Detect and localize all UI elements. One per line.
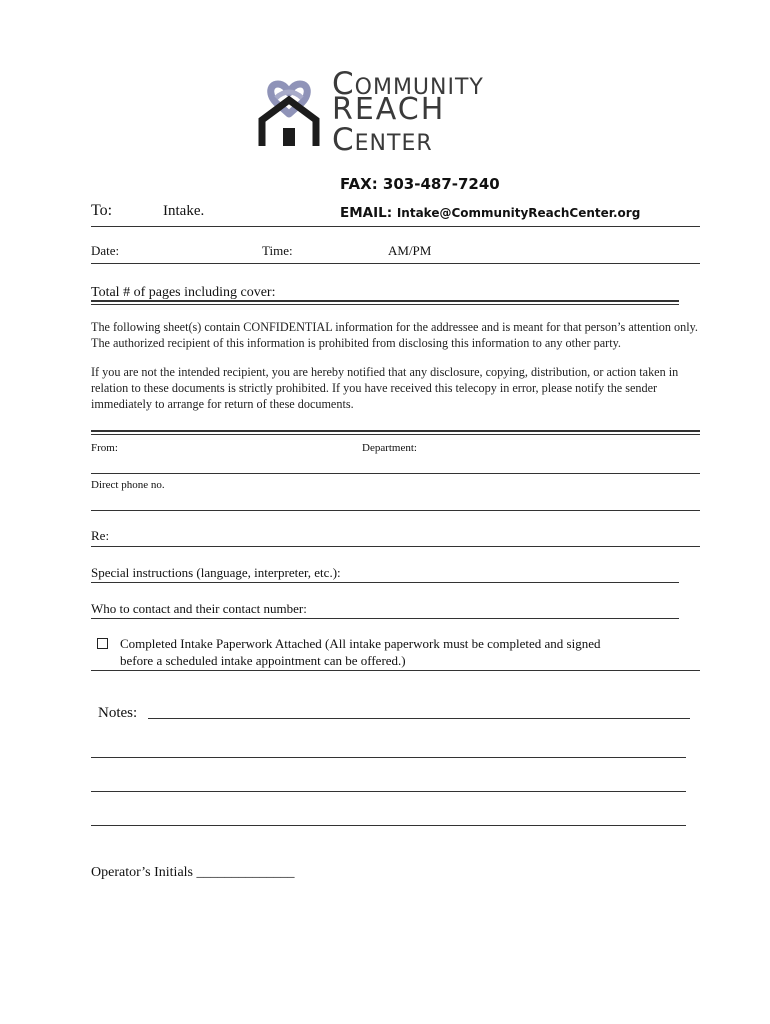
special-instructions-label: Special instructions (language, interpreter, etc.): bbox=[91, 565, 341, 580]
logo-word-community: COMMUNITY bbox=[332, 66, 484, 102]
phone-underline bbox=[91, 510, 700, 511]
confidential-paragraph-2: If you are not the intended recipient, you are hereby notified that any disclosure, copying, distribution, or action taken in relation to these documents is strictly prohibited. If you have received this telecopy in error, please notify the sender immediately to arrange for return of these documents. bbox=[91, 365, 679, 411]
department-label: Department: bbox=[362, 442, 417, 454]
date-label: Date: bbox=[91, 243, 120, 258]
date-underline bbox=[91, 263, 700, 264]
notes-line-3 bbox=[91, 791, 686, 792]
checkbox-label-line-2: before a scheduled intake appointment can be offered.) bbox=[120, 653, 406, 668]
notes-line-1 bbox=[148, 718, 690, 719]
ampm-label: AM/PM bbox=[388, 243, 432, 258]
checkbox-label-line-1: Completed Intake Paperwork Attached (All intake paperwork must be completed and signed bbox=[120, 636, 601, 651]
section-divider-2 bbox=[91, 430, 700, 435]
notes-line-2 bbox=[91, 757, 686, 758]
operator-initials-label: Operator’s Initials bbox=[91, 865, 193, 880]
to-underline bbox=[91, 226, 700, 227]
total-pages-label: Total # of pages including cover: bbox=[91, 285, 276, 300]
section-divider-1 bbox=[91, 300, 679, 305]
operator-initials bbox=[91, 865, 295, 881]
re-underline bbox=[91, 546, 700, 547]
re-label: Re: bbox=[91, 528, 110, 543]
confidential-paragraph-1: The following sheet(s) contain CONFIDENTIAL information for the addressee and is meant for that person’s attention only. The authorized recipient of this information is prohibited from disclosing this information to any other party. bbox=[91, 320, 698, 350]
logo bbox=[256, 66, 526, 158]
email-value: Intake@CommunityReachCenter.org bbox=[396, 206, 641, 220]
logo-word-reach: REACH bbox=[332, 92, 446, 127]
time-label: Time: bbox=[262, 243, 293, 258]
notes-line-4 bbox=[91, 825, 686, 826]
from-label: From: bbox=[91, 442, 118, 454]
from-underline bbox=[91, 473, 700, 474]
operator-initials-blank[interactable]: ______________ bbox=[196, 865, 295, 880]
special-instructions-underline bbox=[91, 582, 679, 583]
intake-paperwork-checkbox[interactable] bbox=[97, 638, 108, 649]
email-label: EMAIL: bbox=[340, 205, 393, 221]
contact-label: Who to contact and their contact number: bbox=[91, 601, 307, 616]
notes-label: Notes: bbox=[98, 705, 138, 721]
to-value: Intake. bbox=[163, 203, 205, 219]
fax-number: FAX: 303-487-7240 bbox=[340, 175, 500, 193]
heart-house-logo-icon bbox=[258, 76, 320, 148]
logo-word-center: CENTER bbox=[332, 122, 433, 158]
email-line bbox=[340, 205, 640, 221]
to-label: To: bbox=[91, 202, 113, 219]
direct-phone-label: Direct phone no. bbox=[91, 479, 165, 491]
contact-underline bbox=[91, 618, 679, 619]
checkbox-underline bbox=[91, 670, 700, 671]
